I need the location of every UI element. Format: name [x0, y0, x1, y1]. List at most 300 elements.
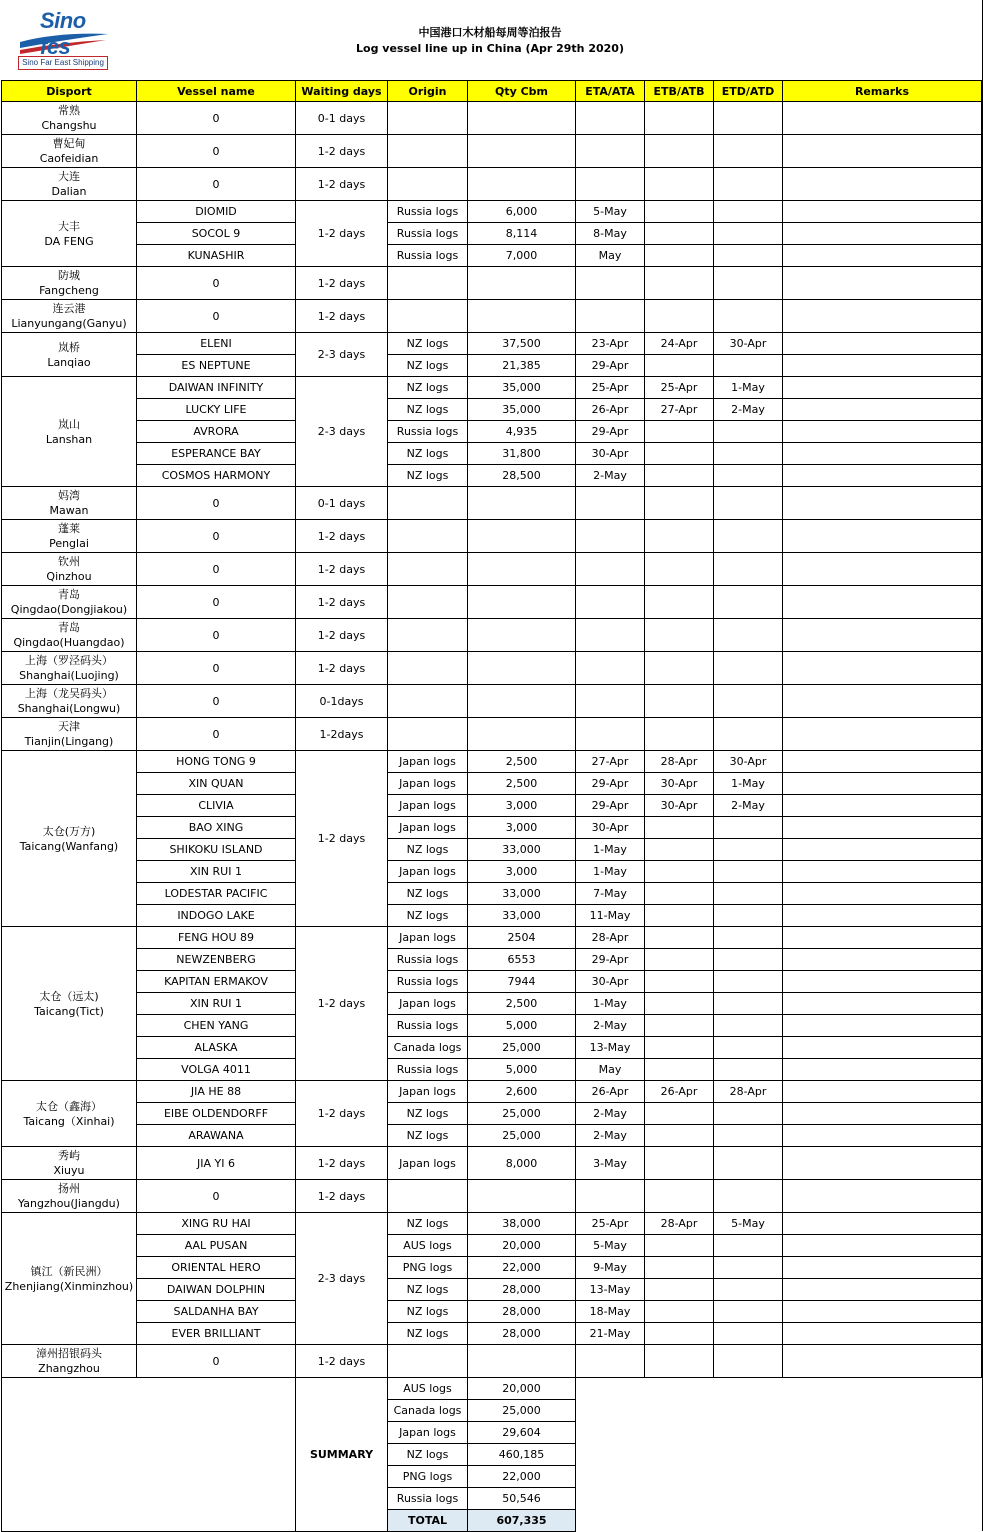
etb-cell: [645, 839, 714, 861]
remarks-cell: [783, 773, 982, 795]
eta-cell: 2-May: [576, 1125, 645, 1147]
disport-name-en: Shanghai(Longwu): [17, 702, 121, 715]
vessel-name-cell: CHEN YANG: [137, 1015, 296, 1037]
etb-cell: [645, 1180, 714, 1213]
summary-origin-cell: AUS logs: [388, 1378, 468, 1400]
eta-cell: 13-May: [576, 1279, 645, 1301]
etb-cell: [645, 861, 714, 883]
origin-cell: NZ logs: [388, 333, 468, 355]
etb-cell: 27-Apr: [645, 399, 714, 421]
origin-cell: [388, 267, 468, 300]
waiting-days-cell: 1-2 days: [296, 267, 388, 300]
column-header: Vessel name: [137, 81, 296, 102]
etd-cell: 1-May: [714, 377, 783, 399]
table-row: [2, 883, 982, 905]
qty-cell: 2,500: [468, 993, 576, 1015]
etd-cell: [714, 201, 783, 223]
table-row: [2, 652, 982, 685]
qty-cell: 7,000: [468, 245, 576, 267]
qty-cell: [468, 102, 576, 135]
etd-cell: [714, 1323, 783, 1345]
disport-name-en: Qinzhou: [46, 570, 92, 583]
waiting-days-cell: 1-2 days: [296, 1345, 388, 1378]
etd-cell: [714, 465, 783, 487]
waiting-days-cell: 1-2 days: [296, 619, 388, 652]
disport-name-en: Qingdao(Huangdao): [13, 636, 125, 649]
table-row: [2, 773, 982, 795]
etd-cell: [714, 685, 783, 718]
etb-cell: [645, 135, 714, 168]
vessel-name-cell: XIN QUAN: [137, 773, 296, 795]
summary-qty-cell: 50,546: [468, 1488, 576, 1510]
vessel-name-cell: 0: [137, 718, 296, 751]
origin-cell: NZ logs: [388, 1301, 468, 1323]
report-header: [0, 0, 982, 78]
total-value-cell: 607,335: [468, 1510, 576, 1532]
origin-cell: [388, 1345, 468, 1378]
disport-name-zh: 岚山: [58, 417, 80, 431]
remarks-cell: [783, 520, 982, 553]
etd-cell: [714, 817, 783, 839]
qty-cell: 3,000: [468, 795, 576, 817]
table-row: [2, 718, 982, 751]
table-row: [2, 1103, 982, 1125]
etd-cell: [714, 586, 783, 619]
waiting-days-cell: 1-2 days: [296, 586, 388, 619]
etd-cell: [714, 245, 783, 267]
origin-cell: Japan logs: [388, 817, 468, 839]
disport-name-en: Zhenjiang(Xinminzhou): [4, 1279, 134, 1293]
origin-cell: [388, 685, 468, 718]
qty-cell: 33,000: [468, 839, 576, 861]
qty-cell: 2,500: [468, 773, 576, 795]
eta-cell: [576, 586, 645, 619]
disport-cell: [2, 652, 137, 685]
waiting-days-cell: 1-2 days: [296, 751, 388, 927]
vessel-name-cell: DIOMID: [137, 201, 296, 223]
origin-cell: Canada logs: [388, 1037, 468, 1059]
waiting-days-cell: 1-2 days: [296, 553, 388, 586]
eta-cell: 25-Apr: [576, 377, 645, 399]
summary-origin-cell: PNG logs: [388, 1466, 468, 1488]
table-row: [2, 355, 982, 377]
remarks-cell: [783, 245, 982, 267]
origin-cell: NZ logs: [388, 1279, 468, 1301]
origin-cell: PNG logs: [388, 1257, 468, 1279]
disport-name-en: Lanshan: [45, 432, 93, 446]
etd-cell: [714, 1235, 783, 1257]
waiting-days-cell: 0-1days: [296, 685, 388, 718]
table-row: [2, 751, 982, 773]
etb-cell: [645, 1235, 714, 1257]
eta-cell: [576, 553, 645, 586]
qty-cell: [468, 619, 576, 652]
etb-cell: [645, 443, 714, 465]
qty-cell: [468, 1180, 576, 1213]
column-header: ETA/ATA: [576, 81, 645, 102]
summary-origin-cell: Russia logs: [388, 1488, 468, 1510]
disport-cell: [2, 685, 137, 718]
summary-origin-cell: NZ logs: [388, 1444, 468, 1466]
disport-cell: [2, 1345, 137, 1378]
eta-cell: 1-May: [576, 861, 645, 883]
remarks-cell: [783, 443, 982, 465]
remarks-cell: [783, 652, 982, 685]
etb-cell: [645, 1059, 714, 1081]
vessel-name-cell: ARAWANA: [137, 1125, 296, 1147]
etd-cell: [714, 861, 783, 883]
origin-cell: NZ logs: [388, 839, 468, 861]
waiting-days-cell: 0-1 days: [296, 487, 388, 520]
qty-cell: 31,800: [468, 443, 576, 465]
origin-cell: Japan logs: [388, 751, 468, 773]
eta-cell: [576, 102, 645, 135]
origin-cell: NZ logs: [388, 883, 468, 905]
remarks-cell: [783, 201, 982, 223]
table-row: [2, 927, 982, 949]
qty-cell: 38,000: [468, 1213, 576, 1235]
disport-name-zh: 曹妃甸: [52, 137, 86, 150]
remarks-cell: [783, 1059, 982, 1081]
vessel-name-cell: JIA HE 88: [137, 1081, 296, 1103]
summary-qty-cell: 460,185: [468, 1444, 576, 1466]
etb-cell: 30-Apr: [645, 795, 714, 817]
qty-cell: 3,000: [468, 861, 576, 883]
column-header: Remarks: [783, 81, 982, 102]
etd-cell: 1-May: [714, 773, 783, 795]
disport-cell: [2, 1213, 137, 1345]
eta-cell: 29-Apr: [576, 355, 645, 377]
waiting-days-cell: 1-2 days: [296, 1147, 388, 1180]
total-label-cell: TOTAL: [388, 1510, 468, 1532]
vessel-name-cell: ELENI: [137, 333, 296, 355]
column-header: ETB/ATB: [645, 81, 714, 102]
disport-cell: [2, 1081, 137, 1147]
table-row: [2, 795, 982, 817]
eta-cell: 2-May: [576, 1015, 645, 1037]
remarks-cell: [783, 619, 982, 652]
vessel-name-cell: ALASKA: [137, 1037, 296, 1059]
qty-cell: 37,500: [468, 333, 576, 355]
table-row: [2, 1323, 982, 1345]
remarks-cell: [783, 685, 982, 718]
origin-cell: NZ logs: [388, 465, 468, 487]
remarks-cell: [783, 421, 982, 443]
qty-cell: 6553: [468, 949, 576, 971]
disport-cell: [2, 1147, 137, 1180]
origin-cell: Russia logs: [388, 971, 468, 993]
report-title: [300, 25, 680, 57]
etb-cell: [645, 465, 714, 487]
disport-name-en: Xiuyu: [53, 1164, 85, 1177]
eta-cell: 1-May: [576, 839, 645, 861]
eta-cell: 29-Apr: [576, 949, 645, 971]
vessel-name-cell: LUCKY LIFE: [137, 399, 296, 421]
summary-blank-cell: [2, 1378, 296, 1532]
remarks-cell: [783, 487, 982, 520]
eta-cell: 13-May: [576, 1037, 645, 1059]
disport-name-en: Fangcheng: [39, 284, 99, 297]
etd-cell: [714, 839, 783, 861]
qty-cell: [468, 267, 576, 300]
disport-cell: [2, 300, 137, 333]
column-header: Waiting days: [296, 81, 388, 102]
vessel-name-cell: XIN RUI 1: [137, 993, 296, 1015]
origin-cell: Russia logs: [388, 1015, 468, 1037]
disport-name-zh: 钦州: [58, 555, 80, 568]
remarks-cell: [783, 751, 982, 773]
etd-cell: [714, 1059, 783, 1081]
table-row: [2, 993, 982, 1015]
summary-origin-cell: Japan logs: [388, 1422, 468, 1444]
table-row: [2, 421, 982, 443]
etd-cell: [714, 1015, 783, 1037]
qty-cell: [468, 685, 576, 718]
origin-cell: NZ logs: [388, 905, 468, 927]
logo-name: Sino fes: [40, 8, 86, 59]
table-row: [2, 839, 982, 861]
etd-cell: [714, 1180, 783, 1213]
disport-cell: [2, 102, 137, 135]
table-row: [2, 102, 982, 135]
disport-cell: [2, 927, 137, 1081]
qty-cell: [468, 135, 576, 168]
vessel-name-cell: 0: [137, 652, 296, 685]
disport-name-zh: 上海（罗泾码头）: [25, 654, 113, 667]
remarks-cell: [783, 267, 982, 300]
etb-cell: [645, 927, 714, 949]
table-row: [2, 443, 982, 465]
etd-cell: [714, 300, 783, 333]
qty-cell: [468, 553, 576, 586]
disport-name-zh: 扬州: [58, 1182, 80, 1195]
waiting-days-cell: 1-2 days: [296, 652, 388, 685]
etb-cell: [645, 223, 714, 245]
eta-cell: [576, 487, 645, 520]
waiting-days-cell: 1-2 days: [296, 135, 388, 168]
remarks-cell: [783, 102, 982, 135]
disport-name-zh: 太仓(万方): [42, 824, 96, 838]
disport-name-zh: 妈湾: [58, 489, 80, 502]
remarks-cell: [783, 355, 982, 377]
vessel-name-cell: 0: [137, 1345, 296, 1378]
etd-cell: [714, 905, 783, 927]
eta-cell: 2-May: [576, 1103, 645, 1125]
vessel-name-cell: FENG HOU 89: [137, 927, 296, 949]
etd-cell: [714, 971, 783, 993]
etd-cell: [714, 1037, 783, 1059]
qty-cell: [468, 586, 576, 619]
eta-cell: [576, 168, 645, 201]
etb-cell: 24-Apr: [645, 333, 714, 355]
eta-cell: 29-Apr: [576, 421, 645, 443]
table-row: [2, 300, 982, 333]
table-row: [2, 553, 982, 586]
qty-cell: 3,000: [468, 817, 576, 839]
vessel-name-cell: 0: [137, 135, 296, 168]
eta-cell: 26-Apr: [576, 1081, 645, 1103]
origin-cell: Russia logs: [388, 949, 468, 971]
vessel-name-cell: 0: [137, 102, 296, 135]
table-row: [2, 333, 982, 355]
summary-label: SUMMARY: [296, 1378, 388, 1532]
disport-cell: [2, 586, 137, 619]
table-row: [2, 377, 982, 399]
vessel-name-cell: XING RU HAI: [137, 1213, 296, 1235]
table-row: [2, 1279, 982, 1301]
table-row: [2, 1213, 982, 1235]
origin-cell: [388, 652, 468, 685]
qty-cell: [468, 652, 576, 685]
origin-cell: Japan logs: [388, 1147, 468, 1180]
vessel-name-cell: KUNASHIR: [137, 245, 296, 267]
remarks-cell: [783, 1015, 982, 1037]
etd-cell: 2-May: [714, 399, 783, 421]
origin-cell: Russia logs: [388, 421, 468, 443]
vessel-name-cell: 0: [137, 553, 296, 586]
vessel-name-cell: LODESTAR PACIFIC: [137, 883, 296, 905]
waiting-days-cell: 2-3 days: [296, 377, 388, 487]
table-row: [2, 1037, 982, 1059]
remarks-cell: [783, 1235, 982, 1257]
vessel-name-cell: EIBE OLDENDORFF: [137, 1103, 296, 1125]
eta-cell: 11-May: [576, 905, 645, 927]
disport-name-zh: 上海（龙吴码头）: [25, 687, 113, 700]
disport-name-zh: 秀屿: [58, 1149, 80, 1162]
etb-cell: [645, 300, 714, 333]
qty-cell: 5,000: [468, 1059, 576, 1081]
etb-cell: [645, 102, 714, 135]
remarks-cell: [783, 223, 982, 245]
eta-cell: 30-Apr: [576, 443, 645, 465]
table-row: [2, 1015, 982, 1037]
etb-cell: [645, 487, 714, 520]
qty-cell: 4,935: [468, 421, 576, 443]
disport-name-en: Mawan: [49, 504, 89, 517]
table-row: [2, 949, 982, 971]
etb-cell: [645, 245, 714, 267]
etb-cell: 28-Apr: [645, 1213, 714, 1235]
disport-name-en: Taicang（Xinhai): [23, 1114, 115, 1128]
table-row: [2, 1180, 982, 1213]
remarks-cell: [783, 1345, 982, 1378]
remarks-cell: [783, 1180, 982, 1213]
remarks-cell: [783, 817, 982, 839]
etb-cell: [645, 652, 714, 685]
eta-cell: 23-Apr: [576, 333, 645, 355]
qty-cell: [468, 1345, 576, 1378]
vessel-name-cell: 0: [137, 487, 296, 520]
disport-cell: [2, 267, 137, 300]
vessel-name-cell: 0: [137, 685, 296, 718]
disport-cell: [2, 718, 137, 751]
remarks-cell: [783, 168, 982, 201]
origin-cell: AUS logs: [388, 1235, 468, 1257]
eta-cell: [576, 619, 645, 652]
logo-tagline: Sino Far East Shipping: [18, 56, 108, 70]
vessel-name-cell: ORIENTAL HERO: [137, 1257, 296, 1279]
disport-name-zh: 镇江（新民洲）: [30, 1264, 108, 1278]
waiting-days-cell: 1-2 days: [296, 1180, 388, 1213]
disport-name-zh: 常熟: [58, 104, 80, 117]
etd-cell: [714, 1345, 783, 1378]
origin-cell: [388, 1180, 468, 1213]
etd-cell: [714, 652, 783, 685]
eta-cell: 5-May: [576, 201, 645, 223]
disport-cell: [2, 1180, 137, 1213]
etb-cell: 30-Apr: [645, 773, 714, 795]
etd-cell: [714, 993, 783, 1015]
table-row: [2, 520, 982, 553]
etb-cell: [645, 883, 714, 905]
remarks-cell: [783, 1147, 982, 1180]
table-row: [2, 1059, 982, 1081]
qty-cell: 33,000: [468, 883, 576, 905]
etb-cell: [645, 201, 714, 223]
waiting-days-cell: 1-2 days: [296, 520, 388, 553]
remarks-cell: [783, 861, 982, 883]
eta-cell: 2-May: [576, 465, 645, 487]
etd-cell: [714, 718, 783, 751]
etb-cell: [645, 1103, 714, 1125]
remarks-cell: [783, 1301, 982, 1323]
etd-cell: [714, 1125, 783, 1147]
qty-cell: [468, 300, 576, 333]
waiting-days-cell: 1-2 days: [296, 300, 388, 333]
qty-cell: 2,600: [468, 1081, 576, 1103]
table-row: [2, 399, 982, 421]
disport-name-zh: 连云港: [52, 302, 86, 315]
summary-qty-cell: 25,000: [468, 1400, 576, 1422]
remarks-cell: [783, 971, 982, 993]
table-header-row: [2, 81, 982, 102]
eta-cell: 1-May: [576, 993, 645, 1015]
disport-name-en: Tianjin(Lingang): [24, 735, 114, 748]
eta-cell: 30-Apr: [576, 971, 645, 993]
summary-qty-cell: 22,000: [468, 1466, 576, 1488]
disport-name-zh: 漳州招银码头: [36, 1347, 102, 1360]
eta-cell: 29-Apr: [576, 773, 645, 795]
origin-cell: [388, 586, 468, 619]
summary-blank-right: [576, 1378, 982, 1532]
etd-cell: 5-May: [714, 1213, 783, 1235]
summary-origin-cell: Canada logs: [388, 1400, 468, 1422]
disport-name-zh: 蓬莱: [58, 522, 80, 535]
etb-cell: [645, 685, 714, 718]
disport-name-zh: 防城: [58, 269, 80, 282]
etd-cell: [714, 949, 783, 971]
vessel-name-cell: SOCOL 9: [137, 223, 296, 245]
eta-cell: 26-Apr: [576, 399, 645, 421]
vessel-name-cell: SHIKOKU ISLAND: [137, 839, 296, 861]
vessel-name-cell: 0: [137, 586, 296, 619]
table-row: [2, 817, 982, 839]
table-row: [2, 1081, 982, 1103]
column-header: Qty Cbm: [468, 81, 576, 102]
vessel-name-cell: AAL PUSAN: [137, 1235, 296, 1257]
column-header: ETD/ATD: [714, 81, 783, 102]
etd-cell: [714, 443, 783, 465]
etb-cell: 25-Apr: [645, 377, 714, 399]
table-row: [2, 1125, 982, 1147]
vessel-name-cell: 0: [137, 1180, 296, 1213]
qty-cell: 35,000: [468, 377, 576, 399]
etd-cell: [714, 135, 783, 168]
waiting-days-cell: 0-1 days: [296, 102, 388, 135]
eta-cell: 21-May: [576, 1323, 645, 1345]
disport-name-en: Lanqiao: [47, 355, 91, 369]
etb-cell: [645, 586, 714, 619]
